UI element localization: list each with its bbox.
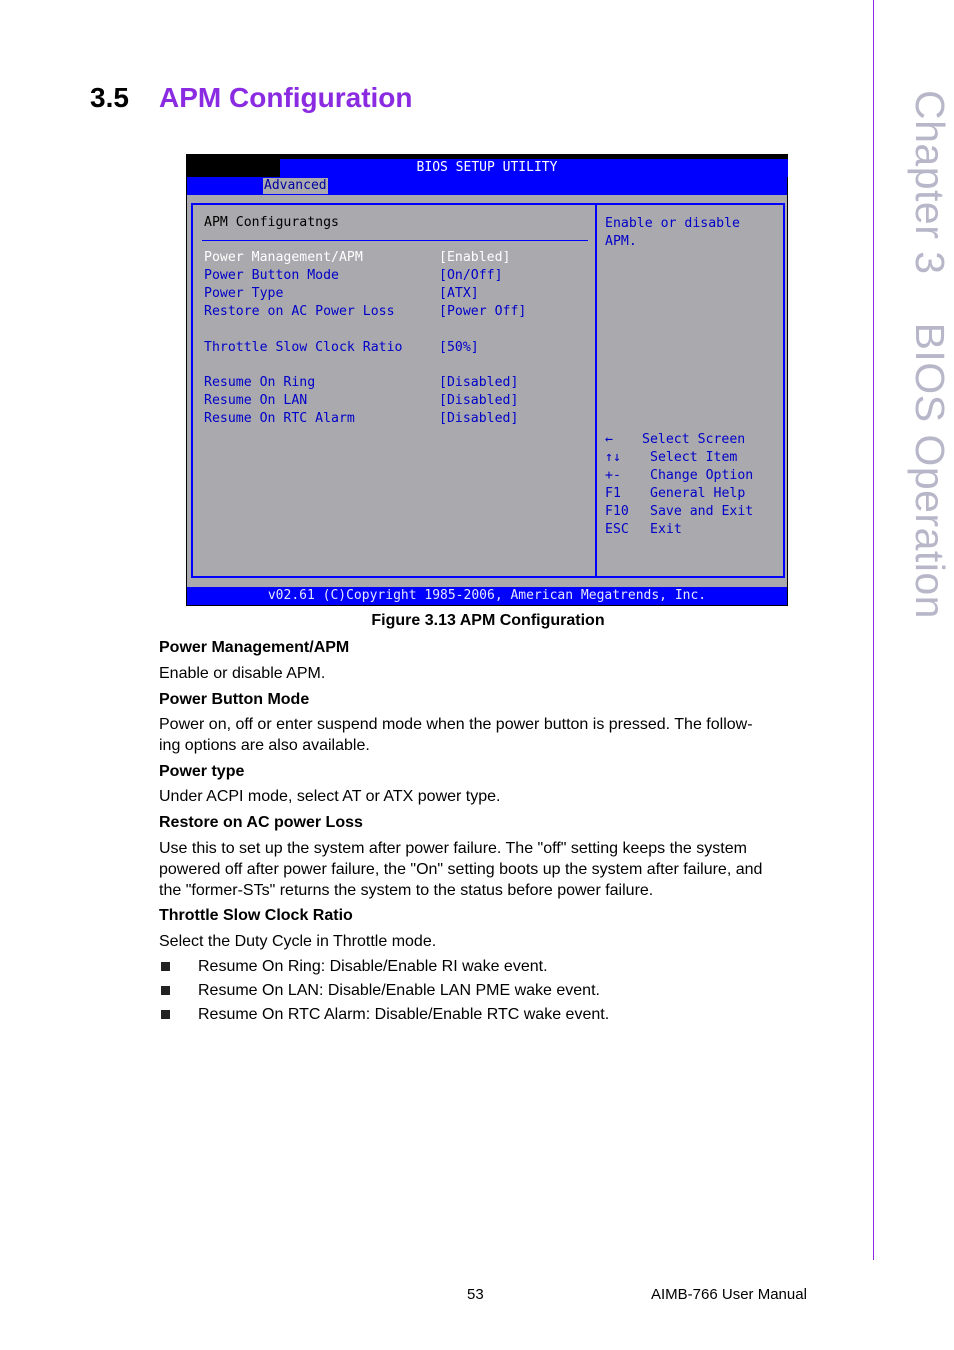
paragraph: Under ACPI mode, select AT or ATX power type. — [159, 788, 501, 805]
setting-value: [ATX] — [439, 286, 479, 301]
setting-resume-on-rtc-alarm[interactable] — [204, 411, 519, 426]
setting-label: Power Type — [204, 286, 284, 301]
section-number: 3.5 — [90, 82, 129, 113]
bios-copyright-bar: v02.61 (C)Copyright 1985-2006, American Megatrends, Inc. — [187, 587, 787, 605]
setting-label: Restore on AC Power Loss — [204, 304, 395, 319]
heading-throttle-slow-clock-ratio: Throttle Slow Clock Ratio — [159, 907, 353, 924]
setting-power-button-mode[interactable] — [204, 268, 503, 283]
bios-screenshot — [186, 154, 788, 606]
setting-value: [On/Off] — [439, 268, 503, 283]
chapter-label: Chapter 3 — [907, 90, 953, 275]
setting-throttle-slow-clock-ratio[interactable] — [204, 340, 479, 355]
section-title: APM Configuration — [159, 82, 413, 113]
square-bullet-icon — [161, 986, 170, 995]
chapter-side-tab — [906, 90, 953, 619]
setting-resume-on-ring[interactable] — [204, 375, 519, 390]
bios-title-bar — [187, 155, 787, 177]
setting-value: [Disabled] — [439, 375, 519, 390]
setting-label: Resume On LAN — [204, 393, 308, 408]
manual-title: AIMB-766 User Manual — [651, 1286, 807, 1303]
setting-label: Throttle Slow Clock Ratio — [204, 340, 403, 355]
paragraph: Power on, off or enter suspend mode when the power button is pressed. The follow- ing options are also available. — [159, 716, 753, 754]
setting-label: Resume On Ring — [204, 375, 316, 390]
paragraph: Enable or disable APM. — [159, 665, 326, 682]
setting-label: Power Button Mode — [204, 268, 339, 283]
setting-resume-on-lan[interactable] — [204, 393, 519, 408]
paragraph: Select the Duty Cycle in Throttle mode. — [159, 933, 437, 950]
heading-power-button-mode: Power Button Mode — [159, 691, 310, 708]
setting-value: [50%] — [439, 340, 479, 355]
setting-label: Power Management/APM — [204, 250, 363, 265]
chapter-side-rule — [873, 0, 874, 1260]
square-bullet-icon — [161, 1010, 170, 1019]
setting-value: [Enabled] — [439, 250, 511, 265]
setting-restore-on-ac-power-loss[interactable] — [204, 304, 527, 319]
tab-advanced[interactable]: Advanced — [264, 178, 327, 193]
arrow-left-icon: ← — [605, 432, 613, 447]
bios-settings-panel — [191, 203, 596, 578]
heading-power-type: Power type — [159, 763, 245, 780]
setting-label: Resume On RTC Alarm — [204, 411, 355, 426]
page-number: 53 — [467, 1286, 484, 1303]
heading-restore-on-ac-power-loss: Restore on AC power Loss — [159, 814, 363, 831]
figure-caption: Figure 3.13 APM Configuration — [371, 612, 605, 629]
bios-menu-bar — [187, 177, 787, 195]
section-heading — [90, 82, 413, 114]
bios-help-panel: Enable or disable APM. ← Select Screen ↑↓ Select Item +- Change Option F1 General Help F10 Save and Exit ESC Exit — [596, 203, 785, 578]
setting-value: [Disabled] — [439, 393, 519, 408]
bios-panel-title: APM Configuratngs — [204, 215, 339, 230]
setting-value: [Power Off] — [439, 304, 527, 319]
chapter-title: BIOS Operation — [907, 322, 953, 619]
divider — [202, 240, 588, 241]
setting-power-type[interactable] — [204, 286, 479, 301]
setting-power-management-apm[interactable] — [204, 250, 511, 265]
paragraph: Use this to set up the system after power failure. The "off" setting keeps the system powered off after power failure, the "On" setting boots up the system after failure, and the "former-STs" returns the system to the status before power failure. — [159, 840, 763, 899]
help-text: Enable or disable APM. — [605, 216, 740, 249]
heading-power-management-apm: Power Management/APM — [159, 639, 350, 656]
arrow-up-down-icon: ↑↓ — [605, 450, 621, 465]
square-bullet-icon — [161, 962, 170, 971]
bios-title: BIOS SETUP UTILITY — [416, 160, 558, 175]
setting-value: [Disabled] — [439, 411, 519, 426]
